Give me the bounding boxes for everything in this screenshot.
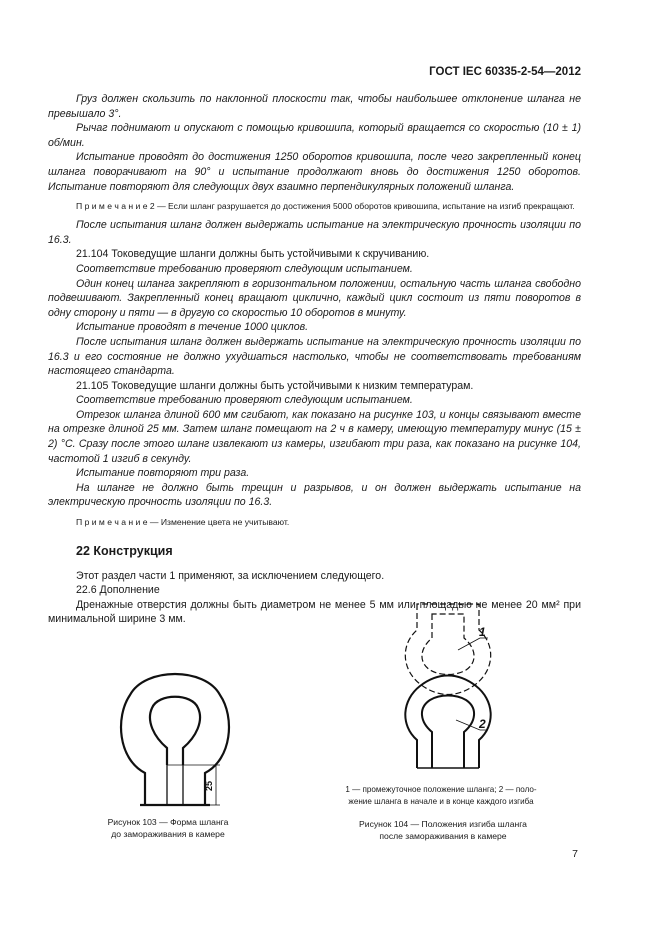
paragraph: Груз должен скользить по наклонной плоскости так, чтобы наибольшее отклонение шланга не превышало 3°. xyxy=(48,93,581,120)
figure-104-bend-positions xyxy=(380,600,530,780)
paragraph: Этот раздел части 1 применяют, за исключением следующего. xyxy=(76,569,385,582)
note: П р и м е ч а н и е — Изменение цвета не учитывают. xyxy=(76,517,290,528)
note: П р и м е ч а н и е 2 — Если шланг разрушается до достижения 5000 оборотов кривошипа, испытание на изгиб прекращают. xyxy=(76,201,575,212)
paragraph: Соответствие требованию проверяют следующим испытанием. xyxy=(76,262,413,275)
paragraph: Испытание проводят в течение 1000 циклов. xyxy=(76,321,309,334)
paragraph: Дренажные отверстия должны быть диаметром не менее 5 мм или площадью не менее 20 мм² при минимальной ширине 3 мм. xyxy=(48,598,581,626)
figure-104-legend: 1 — промежуточное положение шланга; 2 — поло- жение шланга в начале и в конце каждого изгиба xyxy=(345,785,537,806)
figure-103-caption: Рисунок 103 — Форма шланга до замораживания в камере xyxy=(107,817,229,839)
paragraph: Один конец шланга закрепляют в горизонтальном положении, остальную часть шланга свободно подвешивают. Закрепленный конец вращают циклично, каждый цикл состоит из пяти поворотов в одну сторону и пяти — в другую со скоростью 10 оборотов в минуту. xyxy=(48,277,581,319)
page-number: 7 xyxy=(572,848,578,860)
figure-103-hose-shape xyxy=(110,655,240,815)
section-title: 22 Конструкция xyxy=(76,544,173,559)
paragraph: Соответствие требованию проверяют следующим испытанием. xyxy=(76,394,413,407)
paragraph: После испытания шланг должен выдержать испытание на электрическую прочность изоляции по 16.3. xyxy=(48,219,581,246)
document-body xyxy=(48,92,581,627)
paragraph: Испытание повторяют три раза. xyxy=(76,467,250,480)
clause-heading: 22.6 Дополнение xyxy=(76,584,160,597)
clause-heading: 21.105 Токоведущие шланги должны быть устойчивыми к низким температурам. xyxy=(76,379,474,392)
clause-heading: 21.104 Токоведущие шланги должны быть устойчивыми к скручиванию. xyxy=(76,248,430,261)
paragraph: Испытание проводят до достижения 1250 оборотов кривошипа, после чего закрепленный конец шланга поворачивают на 90° и испытание продолжают вновь до достижения 1250 оборотов. Испытание повторяют для следующих двух взаимно перпендикулярных положений шланга. xyxy=(48,151,581,193)
label-2: 2 xyxy=(479,717,486,731)
paragraph: После испытания шланг должен выдержать испытание на электрическую прочность изоляции по 16.3 и его состояние не должно ухудшаться настолько, чтобы не соответствовать требованиям настоящего стандарта. xyxy=(48,335,581,378)
label-1: 1 xyxy=(479,625,486,639)
paragraph: На шланге не должно быть трещин и разрывов, и он должен выдержать испытание на электрическую прочность изоляции по 16.3. xyxy=(48,481,581,509)
paragraph: Отрезок шланга длиной 600 мм сгибают, как показано на рисунке 103, и концы связывают вместе на отрезке длиной 25 мм. Затем шланг помещают на 2 ч в камеру, имеющую температуру минус (15 ± 2) °С. Сразу после этого шланг извлекают из камеры, изгибают три раза, как показано на рисунке 104, частотой 1 изгиб в секунду. xyxy=(48,408,581,465)
figure-104-caption: Рисунок 104 — Положения изгиба шланга после замораживания в камере xyxy=(359,819,527,841)
dimension-25: 25 xyxy=(204,780,214,791)
document-header: ГОСТ IEC 60335-2-54—2012 xyxy=(429,66,581,78)
paragraph: Рычаг поднимают и опускают с помощью кривошипа, который вращается со скоростью (10 ± 1) об/мин. xyxy=(48,122,581,149)
